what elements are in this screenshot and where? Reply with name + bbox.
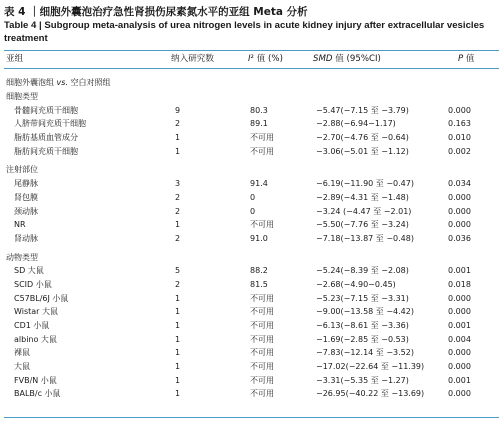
section-heading-row (0, 252, 504, 266)
p-value-cell: 0.036 (448, 233, 471, 243)
section-heading-row (0, 164, 504, 178)
subgroup-name-cell: 脂肪间充质干细胞 (14, 146, 78, 156)
comparison-row (0, 77, 504, 91)
smd-cell: −6.13(−8.61 至 −3.36) (316, 321, 409, 330)
p-value-cell: 0.001 (448, 266, 471, 276)
smd-cell: −2.89(−4.31 至 −1.48) (316, 192, 409, 202)
table-row (0, 293, 504, 307)
p-value-cell: 0.001 (448, 375, 471, 385)
table-row (0, 105, 504, 119)
table-row (0, 146, 504, 160)
section-title: 细胞类型 (6, 92, 38, 101)
table-row (0, 320, 504, 334)
study-count-cell: 5 (175, 266, 181, 276)
p-value-cell: 0.018 (448, 279, 471, 289)
i2-cell: 0 (250, 192, 256, 202)
header-p-value: P 值 (458, 54, 475, 64)
study-count-cell: 2 (175, 119, 181, 129)
table-bottom-rule (4, 417, 499, 418)
subgroup-name-cell: FVB/N 小鼠 (14, 375, 57, 385)
p-value-cell: 0.000 (448, 105, 471, 115)
study-count-cell: 1 (175, 348, 181, 358)
section-heading-row (0, 91, 504, 105)
table-row (0, 279, 504, 293)
subgroup-name-cell: CD1 小鼠 (14, 321, 50, 330)
header-study-count: 纳入研究数 (171, 54, 214, 64)
header-smd: SMD 值 (95%CI) (313, 54, 381, 64)
p-value-cell: 0.004 (448, 334, 471, 344)
i2-cell: 不可用 (250, 293, 274, 303)
smd-cell: −5.47(−7.15 至 −3.79) (316, 105, 409, 115)
p-value-cell: 0.000 (448, 192, 471, 202)
table-header-rule (4, 68, 499, 69)
p-value-cell: 0.000 (448, 389, 471, 399)
study-count-cell: 2 (175, 192, 181, 202)
p-value-cell: 0.010 (448, 133, 471, 143)
table-row (0, 265, 504, 279)
subgroup-name-cell: 裸鼠 (14, 348, 30, 358)
subgroup-name-cell: 人脐带间充质干细胞 (14, 119, 86, 129)
study-count-cell: 1 (175, 293, 181, 303)
table-row (0, 361, 504, 375)
subgroup-name-cell: SD 大鼠 (14, 266, 44, 276)
smd-cell: −7.83(−12.14 至 −3.52) (316, 348, 414, 358)
smd-cell: −3.24 (−4.47 至 −2.01) (316, 206, 412, 216)
table-row (0, 118, 504, 132)
study-count-cell: 2 (175, 206, 181, 216)
p-value-cell: 0.034 (448, 179, 471, 189)
smd-cell: −2.70(−4.76 至 −0.64) (316, 133, 409, 143)
smd-cell: −7.18(−13.87 至 −0.48) (316, 233, 414, 243)
i2-cell: 不可用 (250, 220, 274, 230)
i2-cell: 88.2 (250, 266, 268, 276)
smd-cell: −3.06(−5.01 至 −1.12) (316, 146, 409, 156)
study-count-cell: 1 (175, 220, 181, 230)
subgroup-name-cell: 颈动脉 (14, 206, 38, 216)
smd-cell: −2.88(−6.94−1.17) (316, 119, 396, 129)
smd-cell: −2.68(−4.90−0.45) (316, 279, 396, 289)
i2-cell: 89.1 (250, 119, 268, 129)
p-value-cell: 0.163 (448, 119, 471, 129)
subgroup-name-cell: 尾静脉 (14, 179, 38, 189)
section-title: 注射部位 (6, 165, 38, 175)
smd-cell: −6.19(−11.90 至 −0.47) (316, 179, 414, 189)
subgroup-name-cell: 肾包膜 (14, 192, 38, 202)
i2-cell: 不可用 (250, 133, 274, 143)
study-count-cell: 1 (175, 389, 181, 399)
i2-cell: 不可用 (250, 362, 274, 372)
smd-cell: −9.00(−13.58 至 −4.42) (316, 307, 414, 317)
i2-cell: 不可用 (250, 348, 274, 358)
i2-cell: 91.4 (250, 179, 268, 189)
study-count-cell: 1 (175, 321, 181, 330)
p-value-cell: 0.000 (448, 220, 471, 230)
subgroup-name-cell: 骨髓间充质干细胞 (14, 105, 78, 115)
study-count-cell: 9 (175, 105, 181, 115)
table-row (0, 192, 504, 206)
subgroup-name-cell: Wistar 大鼠 (14, 307, 58, 317)
p-value-cell: 0.000 (448, 362, 471, 372)
subgroup-name-cell: SCID 小鼠 (14, 279, 52, 289)
table-caption-english: Table 4 | Subgroup meta-analysis of urea nitrogen levels in acute kidney injury after extracellular vesicles treatment (4, 20, 485, 44)
i2-cell: 不可用 (250, 389, 274, 399)
header-i2: I² 值 (%) (248, 54, 283, 64)
i2-cell: 不可用 (250, 321, 274, 330)
smd-cell: −5.50(−7.76 至 −3.24) (316, 220, 409, 230)
i2-cell: 不可用 (250, 307, 274, 317)
study-count-cell: 2 (175, 279, 181, 289)
study-count-cell: 1 (175, 307, 181, 317)
subgroup-name-cell: 大鼠 (14, 362, 30, 372)
smd-cell: −3.31(−5.35 至 −1.27) (316, 375, 409, 385)
study-count-cell: 1 (175, 334, 181, 344)
table-row (0, 178, 504, 192)
subgroup-name-cell: 脂肪基质血管成分 (14, 133, 78, 143)
smd-cell: −5.24(−8.39 至 −2.08) (316, 266, 409, 276)
table-row (0, 375, 504, 389)
table-row (0, 132, 504, 146)
smd-cell: −5.23(−7.15 至 −3.31) (316, 293, 409, 303)
p-value-cell: 0.001 (448, 321, 471, 330)
p-value-cell: 0.002 (448, 146, 471, 156)
table-header-row (0, 52, 504, 67)
table-row (0, 206, 504, 220)
section-title: 动物类型 (6, 252, 38, 262)
subgroup-name-cell: C57BL/6J 小鼠 (14, 293, 69, 303)
i2-cell: 91.0 (250, 233, 268, 243)
table-top-rule (4, 50, 499, 51)
comparison-label: 细胞外囊泡组 vs. 空白对照组 (6, 78, 111, 87)
p-value-cell: 0.000 (448, 293, 471, 303)
table-row (0, 388, 504, 402)
study-count-cell: 3 (175, 179, 181, 189)
table-caption-chinese: 表 4 ｜细胞外囊泡治疗急性肾损伤尿素氮水平的亚组 Meta 分析 (4, 6, 308, 18)
p-value-cell: 0.000 (448, 348, 471, 358)
study-count-cell: 1 (175, 133, 181, 143)
i2-cell: 不可用 (250, 146, 274, 156)
study-count-cell: 2 (175, 233, 181, 243)
table-row (0, 306, 504, 320)
table-body (0, 77, 504, 402)
table-row (0, 233, 504, 247)
header-subgroup: 亚组 (6, 54, 24, 64)
subgroup-name-cell: NR (14, 220, 26, 230)
subgroup-name-cell: BALB/c 小鼠 (14, 389, 61, 399)
study-count-cell: 1 (175, 375, 181, 385)
p-value-cell: 0.000 (448, 206, 471, 216)
i2-cell: 81.5 (250, 279, 268, 289)
i2-cell: 80.3 (250, 105, 268, 115)
subgroup-name-cell: albino 大鼠 (14, 334, 57, 344)
i2-cell: 不可用 (250, 375, 274, 385)
i2-cell: 不可用 (250, 334, 274, 344)
smd-cell: −17.02(−22.64 至 −11.39) (316, 362, 425, 372)
i2-cell: 0 (250, 206, 256, 216)
subgroup-name-cell: 肾动脉 (14, 233, 38, 243)
table-row (0, 347, 504, 361)
table-row (0, 219, 504, 233)
study-count-cell: 1 (175, 362, 181, 372)
study-count-cell: 1 (175, 146, 181, 156)
table-row (0, 334, 504, 348)
smd-cell: −1.69(−2.85 至 −0.53) (316, 334, 409, 344)
p-value-cell: 0.000 (448, 307, 471, 317)
smd-cell: −26.95(−40.22 至 −13.69) (316, 389, 425, 399)
